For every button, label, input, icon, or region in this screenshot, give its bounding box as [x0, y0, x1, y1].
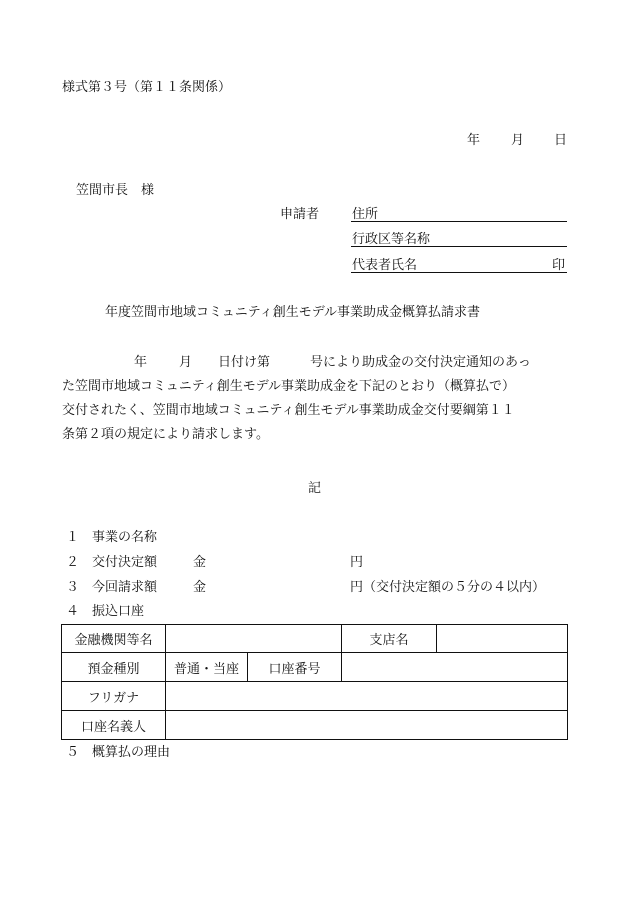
document-title: 年度笠間市地域コミュニティ創生モデル事業助成金概算払請求書	[105, 305, 481, 320]
bank-account-table	[61, 624, 568, 740]
body-line-4: 条第２項の規定により請求します。	[62, 427, 269, 442]
item-yen: 円	[350, 555, 364, 570]
account-holder-label: 口座名義人	[62, 711, 166, 740]
item-label: 今回請求額	[92, 580, 158, 595]
date-month-label: 月	[511, 133, 525, 148]
account-number-label: 口座番号	[248, 653, 342, 682]
body-paragraph	[62, 351, 568, 447]
ki-heading: 記	[308, 481, 322, 496]
account-holder-value-cell	[166, 711, 568, 740]
furigana-label: フリガナ	[62, 682, 166, 711]
branch-value-cell	[437, 625, 568, 653]
body-date-no: 日付け第	[218, 355, 271, 370]
addressee: 笠間市長 様	[76, 183, 155, 198]
deposit-type-label: 預金種別	[62, 653, 166, 682]
seal-mark: 印	[552, 258, 566, 273]
item-number: ５	[66, 745, 80, 760]
account-number-value-cell	[342, 653, 568, 682]
date-day-label: 日	[554, 133, 568, 148]
table-row	[62, 653, 568, 682]
item-kin: 金	[193, 580, 207, 595]
date-year-label: 年	[467, 133, 481, 148]
address-line	[351, 221, 567, 222]
item-number: ３	[66, 580, 80, 595]
table-row	[62, 682, 568, 711]
deposit-type-options: 普通・当座	[166, 653, 248, 682]
body-line-3: 交付されたく、笠間市地域コミュニティ創生モデル事業助成金交付要綱第１１	[62, 403, 515, 418]
institution-label: 金融機関等名	[62, 625, 166, 653]
body-month: 月	[179, 355, 193, 370]
item-number: ４	[66, 604, 80, 619]
table-row	[62, 625, 568, 653]
furigana-value-cell	[166, 682, 568, 711]
district-name-line	[351, 246, 567, 247]
item-label: 概算払の理由	[92, 745, 171, 760]
item-number: １	[66, 530, 80, 545]
item-number: ２	[66, 555, 80, 570]
body-line-1-rest: 号により助成金の交付決定通知のあっ	[310, 355, 531, 370]
body-year: 年	[134, 355, 148, 370]
item-yen: 円（交付決定額の５分の４以内）	[350, 580, 546, 595]
representative-label: 代表者氏名	[352, 258, 418, 273]
district-name-label: 行政区等名称	[352, 232, 431, 247]
applicant-label: 申請者	[280, 207, 320, 222]
item-label: 振込口座	[92, 604, 145, 619]
body-line-1	[62, 351, 568, 375]
item-label: 事業の名称	[92, 530, 158, 545]
institution-value-cell	[166, 625, 342, 653]
body-line-2: た笠間市地域コミュニティ創生モデル事業助成金を下記のとおり（概算払で）	[62, 379, 516, 394]
form-number-label: 様式第３号（第１１条関係）	[62, 80, 232, 95]
item-label: 交付決定額	[92, 555, 158, 570]
branch-label: 支店名	[342, 625, 437, 653]
representative-line	[351, 272, 567, 273]
item-kin: 金	[193, 555, 207, 570]
table-row	[62, 711, 568, 740]
address-label: 住所	[352, 207, 379, 222]
